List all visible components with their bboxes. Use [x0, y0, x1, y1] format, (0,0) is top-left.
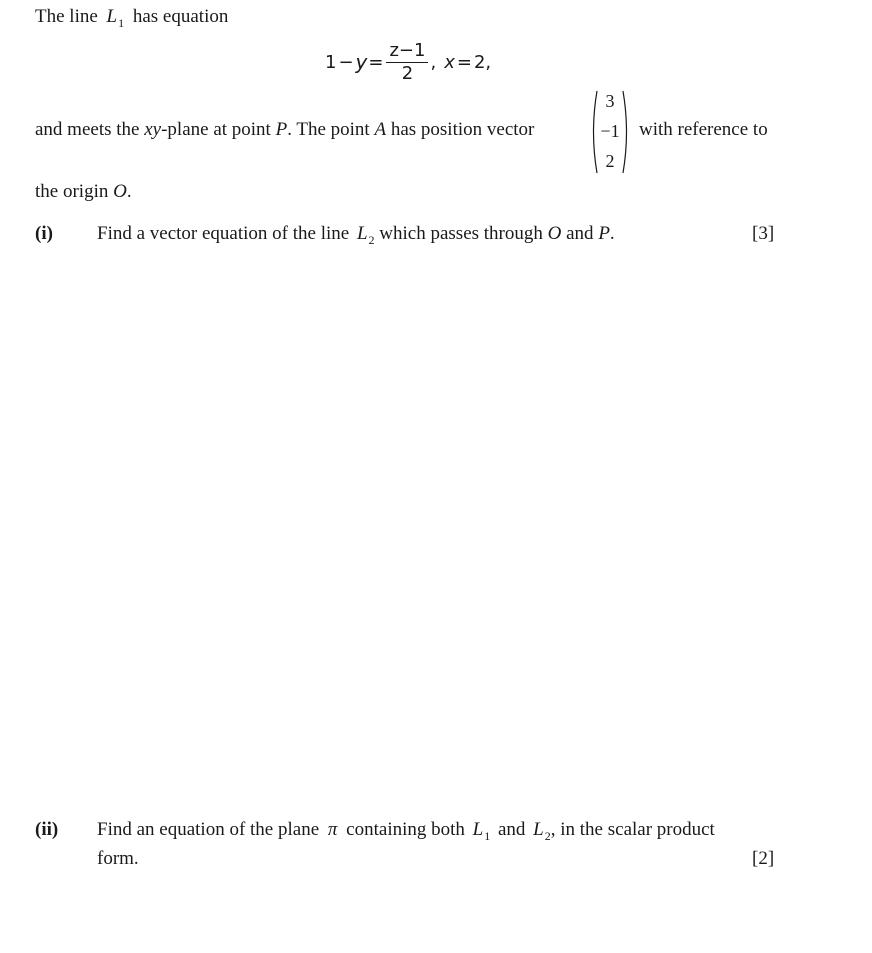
question-i-marks: [3] [752, 223, 775, 244]
para-period: . [126, 181, 132, 202]
intro-prefix: The line [35, 6, 98, 27]
eq-y: y [355, 50, 368, 74]
eq-frac-numerator: z−1 [386, 40, 428, 63]
question-i-label: (i) [35, 223, 53, 244]
eq-fraction [386, 40, 428, 85]
question-ii-marks: [2] [752, 848, 775, 869]
eq-minus: − [338, 51, 354, 73]
eq-one: 1 [325, 51, 337, 73]
para-point-p: P [275, 119, 288, 140]
para-text-origin: the origin [35, 181, 109, 202]
eq-equals: = [368, 51, 384, 73]
eq-x-value: 2 [473, 51, 486, 73]
pi-symbol: π [327, 819, 338, 840]
question-i-text: Find a vector equation of the line $L_2$ which passes through O and P. [97, 223, 615, 247]
vector-entry: 3 [605, 91, 615, 111]
eq-frac-denominator: 2 [401, 62, 414, 84]
intro-suffix: has equation [132, 6, 229, 27]
para-text-1: and meets the [35, 119, 140, 140]
question-ii-label: (ii) [35, 819, 59, 840]
para-point-o: O [113, 181, 127, 202]
line-symbol-l1: $L_1$ [106, 6, 125, 30]
para-text-2: -plane at point [161, 119, 271, 140]
eq-comma-2: , [485, 51, 492, 73]
paragraph-line-1-end: with reference to [639, 119, 768, 140]
line-symbol-l1: $L_1$ [472, 819, 491, 843]
para-point-a: A [374, 119, 387, 140]
para-text-3: . The point [287, 119, 370, 140]
eq-comma-1: , [430, 51, 437, 73]
para-text-4: has position vector [390, 119, 535, 140]
line-equation [325, 36, 491, 88]
position-vector [589, 89, 631, 175]
para-xy: xy [144, 119, 162, 140]
question-ii-text: Find an equation of the plane π containing both $L_1$ and $L_2$, in the scalar product [97, 819, 715, 843]
line-symbol-l2: $L_2$ [533, 819, 551, 843]
vector-entry: −1 [600, 121, 620, 141]
line-symbol-l2: $L_2$ [356, 223, 375, 247]
vector-entry: 2 [605, 151, 615, 171]
paragraph-line-2 [35, 181, 132, 203]
eq-x-equals: = [456, 51, 472, 73]
intro-line [35, 6, 228, 28]
question-ii-text-line2: form. [97, 848, 139, 869]
paragraph-line-1 [35, 119, 534, 141]
eq-x: x [444, 51, 455, 73]
